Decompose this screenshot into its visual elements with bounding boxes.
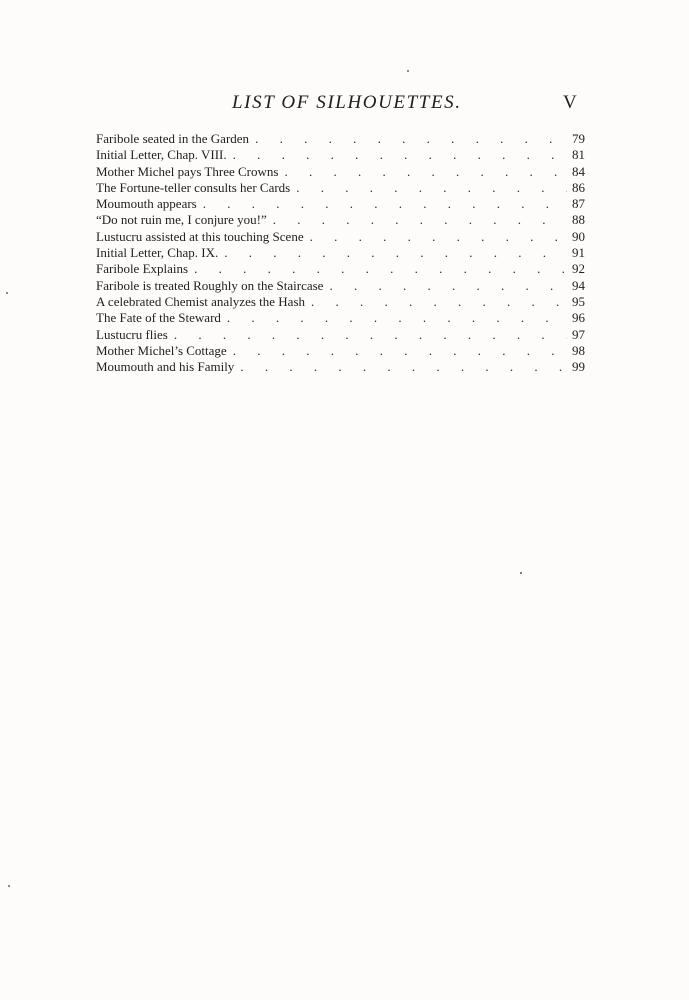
entry-title: The Fate of the Steward [96,310,221,326]
dot-leader [323,278,567,294]
entry-page-number: 91 [572,245,585,261]
dot-leader [249,131,567,147]
entry-page-number: 84 [572,163,585,179]
entry-page-number: 92 [572,261,585,277]
page-header [0,88,689,118]
dot-leader [168,327,567,343]
entry-title: Faribole is treated Roughly on the Staircase [96,277,324,293]
entry-page-number: 90 [572,228,585,244]
dot-leader [290,180,567,196]
toc-entry [96,164,585,180]
toc-entry [96,327,585,343]
entry-page-number: 95 [572,293,585,309]
dot-leader [227,147,567,163]
dot-leader [218,245,567,261]
entry-page-number: 96 [572,310,585,326]
dot-leader [227,343,567,359]
print-speck [6,292,8,294]
entry-title: Moumouth appears [96,196,197,212]
dot-leader [221,310,567,326]
running-title: LIST OF SILHOUETTES. [232,92,462,113]
entry-title: Moumouth and his Family [96,359,235,375]
dot-leader [278,164,567,180]
entry-title: “Do not ruin me, I conjure you!” [96,212,267,228]
entry-page-number: 81 [572,147,585,163]
dot-leader [267,212,567,228]
dot-leader [188,261,567,277]
entry-page-number: 88 [572,212,585,228]
entry-title: Faribole seated in the Garden [96,131,250,146]
toc-entry [96,310,585,326]
toc-entry [96,180,585,196]
toc-entry [96,147,585,163]
entry-page-number: 99 [572,359,585,375]
toc-entry [96,229,585,245]
list-of-silhouettes [96,131,585,375]
entry-title: A celebrated Chemist analyzes the Hash [96,293,306,309]
entry-page-number: 79 [572,131,585,146]
toc-entry [96,261,585,277]
toc-entry [96,196,585,212]
toc-entry [96,245,585,261]
entry-page-number: 97 [572,326,585,342]
print-speck [520,572,522,574]
dot-leader [304,229,567,245]
entry-title: Mother Michel pays Three Crowns [96,163,279,179]
entry-title: Lustucru assisted at this touching Scene [96,228,304,244]
entry-title: Initial Letter, Chap. VIII. [96,147,227,163]
entry-title: Faribole Explains [96,261,189,277]
toc-entry [96,294,585,310]
entry-page-number: 87 [572,196,585,212]
toc-entry [96,212,585,228]
entry-title: Lustucru flies [96,326,168,342]
toc-entry [96,278,585,294]
print-speck [407,70,409,72]
page-number: V [563,92,578,113]
entry-page-number: 86 [572,179,585,195]
print-speck [8,885,10,887]
entry-page-number: 94 [572,277,585,293]
toc-entry [96,131,585,147]
entry-title: Initial Letter, Chap. IX. [96,245,219,261]
toc-entry [96,359,585,375]
dot-leader [234,359,567,375]
entry-title: Mother Michel’s Cottage [96,342,227,358]
dot-leader [197,196,567,212]
dot-leader [305,294,567,310]
toc-entry [96,343,585,359]
entry-page-number: 98 [572,342,585,358]
entry-title: The Fortune-teller consults her Cards [96,179,291,195]
